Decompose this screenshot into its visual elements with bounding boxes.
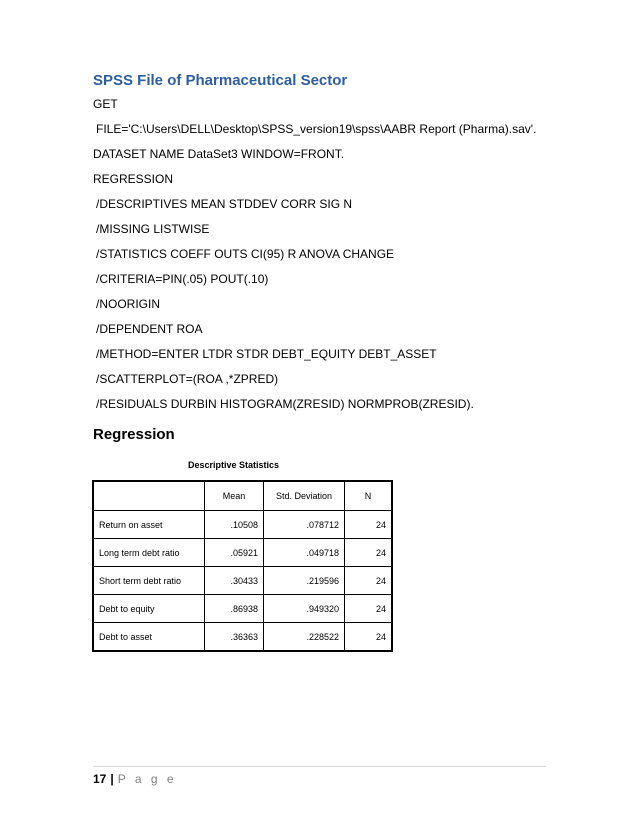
mean-value: .05921	[205, 539, 264, 567]
std-deviation-value: .949320	[264, 595, 345, 623]
syntax-line: /DESCRIPTIVES MEAN STDDEV CORR SIG N	[96, 197, 353, 211]
syntax-line: /DEPENDENT ROA	[96, 322, 203, 336]
n-value: 24	[345, 595, 393, 623]
syntax-line: /SCATTERPLOT=(ROA ,*ZPRED)	[96, 372, 279, 386]
n-value: 24	[345, 567, 393, 595]
table-row	[93, 539, 392, 567]
table-row	[93, 623, 392, 652]
regression-heading: Regression	[93, 426, 175, 443]
mean-value: .10508	[205, 511, 264, 539]
section-title: SPSS File of Pharmaceutical Sector	[93, 72, 348, 89]
header-cell-blank	[93, 481, 205, 511]
page-footer	[93, 772, 177, 786]
page-number: 17	[93, 772, 107, 786]
header-cell-mean: Mean	[205, 481, 264, 511]
syntax-line: /STATISTICS COEFF OUTS CI(95) R ANOVA CHANGE	[96, 247, 395, 261]
std-deviation-value: .078712	[264, 511, 345, 539]
std-deviation-value: .228522	[264, 623, 345, 652]
n-value: 24	[345, 539, 393, 567]
descriptive-statistics-table	[92, 480, 393, 652]
table-row	[93, 567, 392, 595]
syntax-line: /MISSING LISTWISE	[96, 222, 210, 236]
syntax-line: /CRITERIA=PIN(.05) POUT(.10)	[96, 272, 269, 286]
syntax-line: /NOORIGIN	[96, 297, 161, 311]
mean-value: .30433	[205, 567, 264, 595]
header-cell-std-deviation: Std. Deviation	[264, 481, 345, 511]
std-deviation-value: .049718	[264, 539, 345, 567]
row-label: Short term debt ratio	[93, 567, 205, 595]
row-label: Return on asset	[93, 511, 205, 539]
row-label: Long term debt ratio	[93, 539, 205, 567]
table-title: Descriptive Statistics	[188, 460, 280, 470]
mean-value: .86938	[205, 595, 264, 623]
row-label: Debt to equity	[93, 595, 205, 623]
syntax-line: FILE='C:\Users\DELL\Desktop\SPSS_version19\spss\AABR Report (Pharma).sav'.	[96, 122, 537, 136]
syntax-line: DATASET NAME DataSet3 WINDOW=FRONT.	[93, 147, 345, 161]
page-label: P a g e	[117, 772, 177, 786]
n-value: 24	[345, 623, 393, 652]
syntax-line: /RESIDUALS DURBIN HISTOGRAM(ZRESID) NORMPROB(ZRESID).	[96, 397, 474, 411]
std-deviation-value: .219596	[264, 567, 345, 595]
syntax-line: /METHOD=ENTER LTDR STDR DEBT_EQUITY DEBT_ASSET	[96, 347, 437, 361]
footer-divider	[93, 766, 546, 767]
row-label: Debt to asset	[93, 623, 205, 652]
n-value: 24	[345, 511, 393, 539]
table-row	[93, 511, 392, 539]
syntax-line: GET	[93, 97, 118, 111]
mean-value: .36363	[205, 623, 264, 652]
footer-separator: |	[110, 772, 114, 786]
header-cell-n: N	[345, 481, 393, 511]
table-row	[93, 595, 392, 623]
table-header-row	[93, 481, 392, 511]
syntax-line: REGRESSION	[93, 172, 174, 186]
